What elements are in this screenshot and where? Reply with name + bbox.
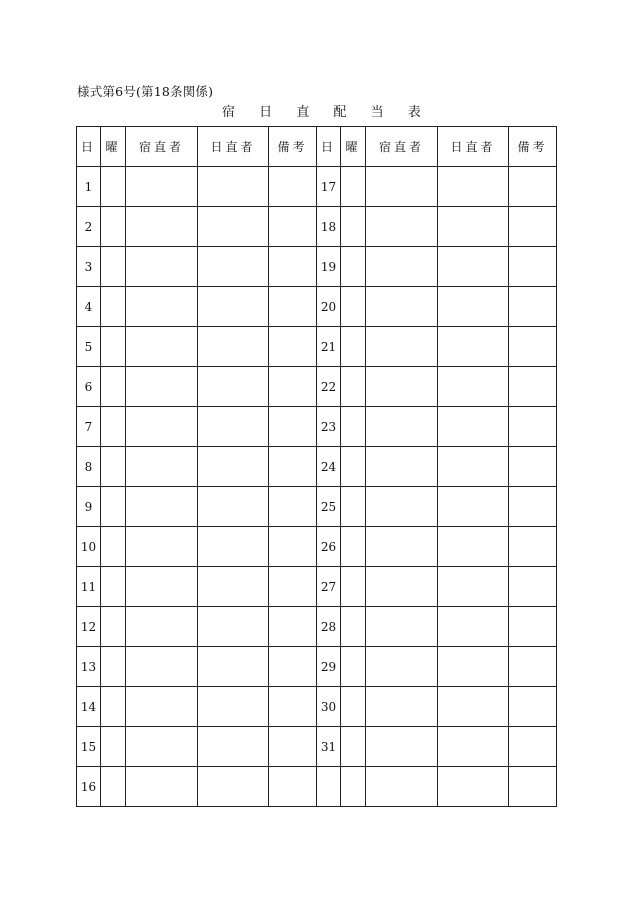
day-duty-cell — [438, 687, 509, 727]
day-duty-cell — [198, 247, 269, 287]
document-title — [222, 101, 441, 120]
day-duty-cell — [438, 207, 509, 247]
day-cell: 20 — [317, 287, 341, 327]
header-night-duty: 宿直者 — [126, 127, 198, 167]
weekday-cell — [101, 767, 126, 807]
night-duty-cell — [126, 647, 198, 687]
remarks-cell — [509, 487, 557, 527]
weekday-cell — [341, 607, 366, 647]
table-row — [77, 647, 557, 687]
weekday-cell — [341, 327, 366, 367]
remarks-cell — [269, 247, 317, 287]
night-duty-cell — [366, 367, 438, 407]
title-char: 当 — [370, 105, 384, 120]
night-duty-cell — [366, 447, 438, 487]
header-remarks: 備考 — [509, 127, 557, 167]
night-duty-cell — [126, 207, 198, 247]
weekday-cell — [341, 527, 366, 567]
remarks-cell — [509, 567, 557, 607]
header-weekday: 曜 — [101, 127, 126, 167]
night-duty-cell — [366, 527, 438, 567]
remarks-cell — [509, 367, 557, 407]
weekday-cell — [341, 567, 366, 607]
night-duty-cell — [126, 727, 198, 767]
night-duty-cell — [126, 447, 198, 487]
remarks-cell — [509, 287, 557, 327]
remarks-cell — [269, 767, 317, 807]
day-cell: 29 — [317, 647, 341, 687]
weekday-cell — [101, 207, 126, 247]
weekday-cell — [341, 487, 366, 527]
remarks-cell — [509, 327, 557, 367]
night-duty-cell — [366, 487, 438, 527]
day-duty-cell — [198, 207, 269, 247]
day-duty-cell — [198, 487, 269, 527]
night-duty-cell — [366, 247, 438, 287]
form-number-label: 様式第6号(第18条関係) — [77, 84, 214, 99]
table-row — [77, 687, 557, 727]
night-duty-cell — [126, 527, 198, 567]
weekday-cell — [101, 567, 126, 607]
remarks-cell — [269, 447, 317, 487]
day-cell: 30 — [317, 687, 341, 727]
day-duty-cell — [438, 247, 509, 287]
table-row — [77, 607, 557, 647]
remarks-cell — [509, 247, 557, 287]
weekday-cell — [341, 207, 366, 247]
weekday-cell — [341, 767, 366, 807]
day-duty-cell — [438, 647, 509, 687]
remarks-cell — [269, 327, 317, 367]
table-row — [77, 447, 557, 487]
day-duty-cell — [438, 607, 509, 647]
day-cell: 6 — [77, 367, 101, 407]
remarks-cell — [509, 727, 557, 767]
weekday-cell — [341, 687, 366, 727]
night-duty-cell — [126, 407, 198, 447]
weekday-cell — [101, 607, 126, 647]
remarks-cell — [269, 287, 317, 327]
day-duty-cell — [438, 287, 509, 327]
day-duty-cell — [198, 727, 269, 767]
remarks-cell — [269, 567, 317, 607]
day-duty-cell — [198, 527, 269, 567]
weekday-cell — [101, 447, 126, 487]
night-duty-cell — [126, 367, 198, 407]
title-char: 宿 — [222, 105, 236, 120]
remarks-cell — [509, 767, 557, 807]
remarks-cell — [509, 647, 557, 687]
day-cell: 22 — [317, 367, 341, 407]
day-duty-cell — [198, 327, 269, 367]
weekday-cell — [341, 407, 366, 447]
night-duty-cell — [366, 567, 438, 607]
day-cell: 17 — [317, 167, 341, 207]
remarks-cell — [269, 167, 317, 207]
weekday-cell — [341, 167, 366, 207]
table-row — [77, 327, 557, 367]
header-day-duty: 日直者 — [438, 127, 509, 167]
day-cell: 2 — [77, 207, 101, 247]
day-duty-cell — [198, 767, 269, 807]
remarks-cell — [269, 607, 317, 647]
table-row — [77, 407, 557, 447]
remarks-cell — [509, 447, 557, 487]
remarks-cell — [269, 407, 317, 447]
day-duty-cell — [198, 567, 269, 607]
day-cell: 9 — [77, 487, 101, 527]
day-duty-cell — [438, 327, 509, 367]
remarks-cell — [269, 527, 317, 567]
remarks-cell — [269, 647, 317, 687]
title-char: 配 — [333, 105, 347, 120]
day-duty-cell — [438, 407, 509, 447]
weekday-cell — [341, 647, 366, 687]
title-char: 日 — [259, 105, 273, 120]
day-cell: 31 — [317, 727, 341, 767]
night-duty-cell — [126, 767, 198, 807]
remarks-cell — [509, 527, 557, 567]
day-cell: 26 — [317, 527, 341, 567]
day-duty-cell — [438, 527, 509, 567]
night-duty-cell — [126, 687, 198, 727]
day-duty-cell — [438, 447, 509, 487]
title-char: 直 — [296, 105, 310, 120]
night-duty-cell — [366, 207, 438, 247]
day-duty-cell — [198, 367, 269, 407]
weekday-cell — [101, 647, 126, 687]
night-duty-cell — [126, 487, 198, 527]
remarks-cell — [509, 407, 557, 447]
night-duty-cell — [126, 247, 198, 287]
day-duty-cell — [198, 647, 269, 687]
day-duty-cell — [198, 287, 269, 327]
night-duty-cell — [366, 767, 438, 807]
night-duty-cell — [366, 647, 438, 687]
day-cell: 23 — [317, 407, 341, 447]
weekday-cell — [101, 167, 126, 207]
day-cell: 21 — [317, 327, 341, 367]
header-day: 日 — [77, 127, 101, 167]
header-night-duty: 宿直者 — [366, 127, 438, 167]
weekday-cell — [341, 247, 366, 287]
day-duty-cell — [438, 367, 509, 407]
day-cell: 8 — [77, 447, 101, 487]
day-cell: 25 — [317, 487, 341, 527]
remarks-cell — [269, 687, 317, 727]
night-duty-cell — [366, 287, 438, 327]
day-duty-cell — [438, 487, 509, 527]
weekday-cell — [101, 367, 126, 407]
day-duty-cell — [198, 607, 269, 647]
day-cell: 12 — [77, 607, 101, 647]
day-cell: 7 — [77, 407, 101, 447]
day-duty-cell — [198, 167, 269, 207]
day-duty-cell — [438, 167, 509, 207]
remarks-cell — [269, 207, 317, 247]
weekday-cell — [341, 287, 366, 327]
duty-roster-table — [76, 126, 557, 807]
day-cell: 10 — [77, 527, 101, 567]
header-row — [77, 127, 557, 167]
weekday-cell — [101, 287, 126, 327]
day-duty-cell — [198, 447, 269, 487]
day-cell: 28 — [317, 607, 341, 647]
table-row — [77, 727, 557, 767]
table-row — [77, 767, 557, 807]
day-duty-cell — [438, 727, 509, 767]
day-duty-cell — [198, 687, 269, 727]
remarks-cell — [509, 167, 557, 207]
night-duty-cell — [126, 567, 198, 607]
table-row — [77, 567, 557, 607]
day-cell — [317, 767, 341, 807]
day-cell: 15 — [77, 727, 101, 767]
roster-body — [77, 167, 557, 807]
night-duty-cell — [126, 607, 198, 647]
weekday-cell — [341, 447, 366, 487]
day-cell: 13 — [77, 647, 101, 687]
day-cell: 5 — [77, 327, 101, 367]
day-cell: 11 — [77, 567, 101, 607]
night-duty-cell — [126, 167, 198, 207]
day-duty-cell — [438, 567, 509, 607]
day-cell: 18 — [317, 207, 341, 247]
title-char: 表 — [407, 105, 421, 120]
table-row — [77, 247, 557, 287]
header-day: 日 — [317, 127, 341, 167]
weekday-cell — [101, 727, 126, 767]
remarks-cell — [269, 367, 317, 407]
night-duty-cell — [366, 687, 438, 727]
table-row — [77, 207, 557, 247]
day-cell: 16 — [77, 767, 101, 807]
day-duty-cell — [438, 767, 509, 807]
weekday-cell — [101, 407, 126, 447]
table-row — [77, 287, 557, 327]
day-cell: 24 — [317, 447, 341, 487]
remarks-cell — [509, 687, 557, 727]
day-cell: 3 — [77, 247, 101, 287]
header-day-duty: 日直者 — [198, 127, 269, 167]
night-duty-cell — [366, 727, 438, 767]
day-cell: 27 — [317, 567, 341, 607]
night-duty-cell — [126, 287, 198, 327]
table-row — [77, 367, 557, 407]
weekday-cell — [101, 487, 126, 527]
weekday-cell — [341, 727, 366, 767]
header-weekday: 曜 — [341, 127, 366, 167]
day-duty-cell — [198, 407, 269, 447]
night-duty-cell — [366, 407, 438, 447]
day-cell: 1 — [77, 167, 101, 207]
table-row — [77, 167, 557, 207]
weekday-cell — [101, 527, 126, 567]
weekday-cell — [341, 367, 366, 407]
table-row — [77, 487, 557, 527]
night-duty-cell — [126, 327, 198, 367]
day-cell: 19 — [317, 247, 341, 287]
weekday-cell — [101, 247, 126, 287]
header-remarks: 備考 — [269, 127, 317, 167]
weekday-cell — [101, 327, 126, 367]
remarks-cell — [269, 487, 317, 527]
weekday-cell — [101, 687, 126, 727]
night-duty-cell — [366, 327, 438, 367]
day-cell: 14 — [77, 687, 101, 727]
table-row — [77, 527, 557, 567]
night-duty-cell — [366, 607, 438, 647]
remarks-cell — [509, 607, 557, 647]
day-cell: 4 — [77, 287, 101, 327]
remarks-cell — [269, 727, 317, 767]
night-duty-cell — [366, 167, 438, 207]
remarks-cell — [509, 207, 557, 247]
